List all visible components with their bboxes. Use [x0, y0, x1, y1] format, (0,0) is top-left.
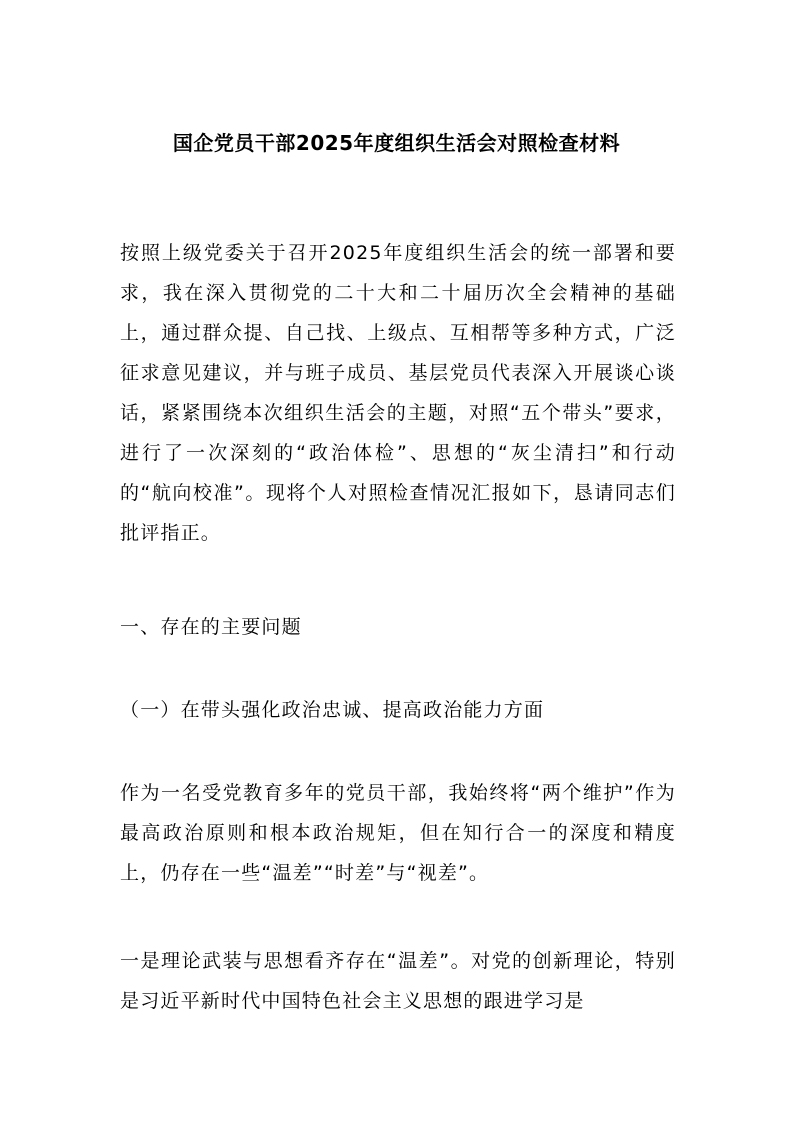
subsection-intro-paragraph: 作为一名受党教育多年的党员干部，我始终将“两个维护”作为最高政治原则和根本政治规矩，但在知行合一的深度和精度上，仍存在一些“温差”“时差”与“视差”。 — [120, 782, 676, 884]
document-title: 国企党员干部2025年度组织生活会对照检查材料 — [172, 131, 621, 155]
intro-paragraph: 按照上级党委关于召开2025年度组织生活会的统一部署和要求，我在深入贯彻党的二十大和二十届历次全会精神的基础上，通过群众提、自己找、上级点、互相帮等多种方式，广泛征求意见建议，并与班子成员、基层党员代表深入开展谈心谈话，紧紧围绕本次组织生活会的主题，对照“五个带头”要求，进行了一次深刻的“政治体检”、思想的“灰尘清扫”和行动的“航向校准”。现将个人对照检查情况汇报如下，恳请同志们批评指正。 — [120, 242, 676, 544]
subsection-heading: （一）在带头强化政治忠诚、提高政治能力方面 — [120, 699, 545, 721]
point-one-paragraph: 一是理论武装与思想看齐存在“温差”。对党的创新理论，特别是习近平新时代中国特色社会主义思想的跟进学习是 — [120, 950, 676, 1012]
section-heading: 一、存在的主要问题 — [120, 616, 302, 638]
